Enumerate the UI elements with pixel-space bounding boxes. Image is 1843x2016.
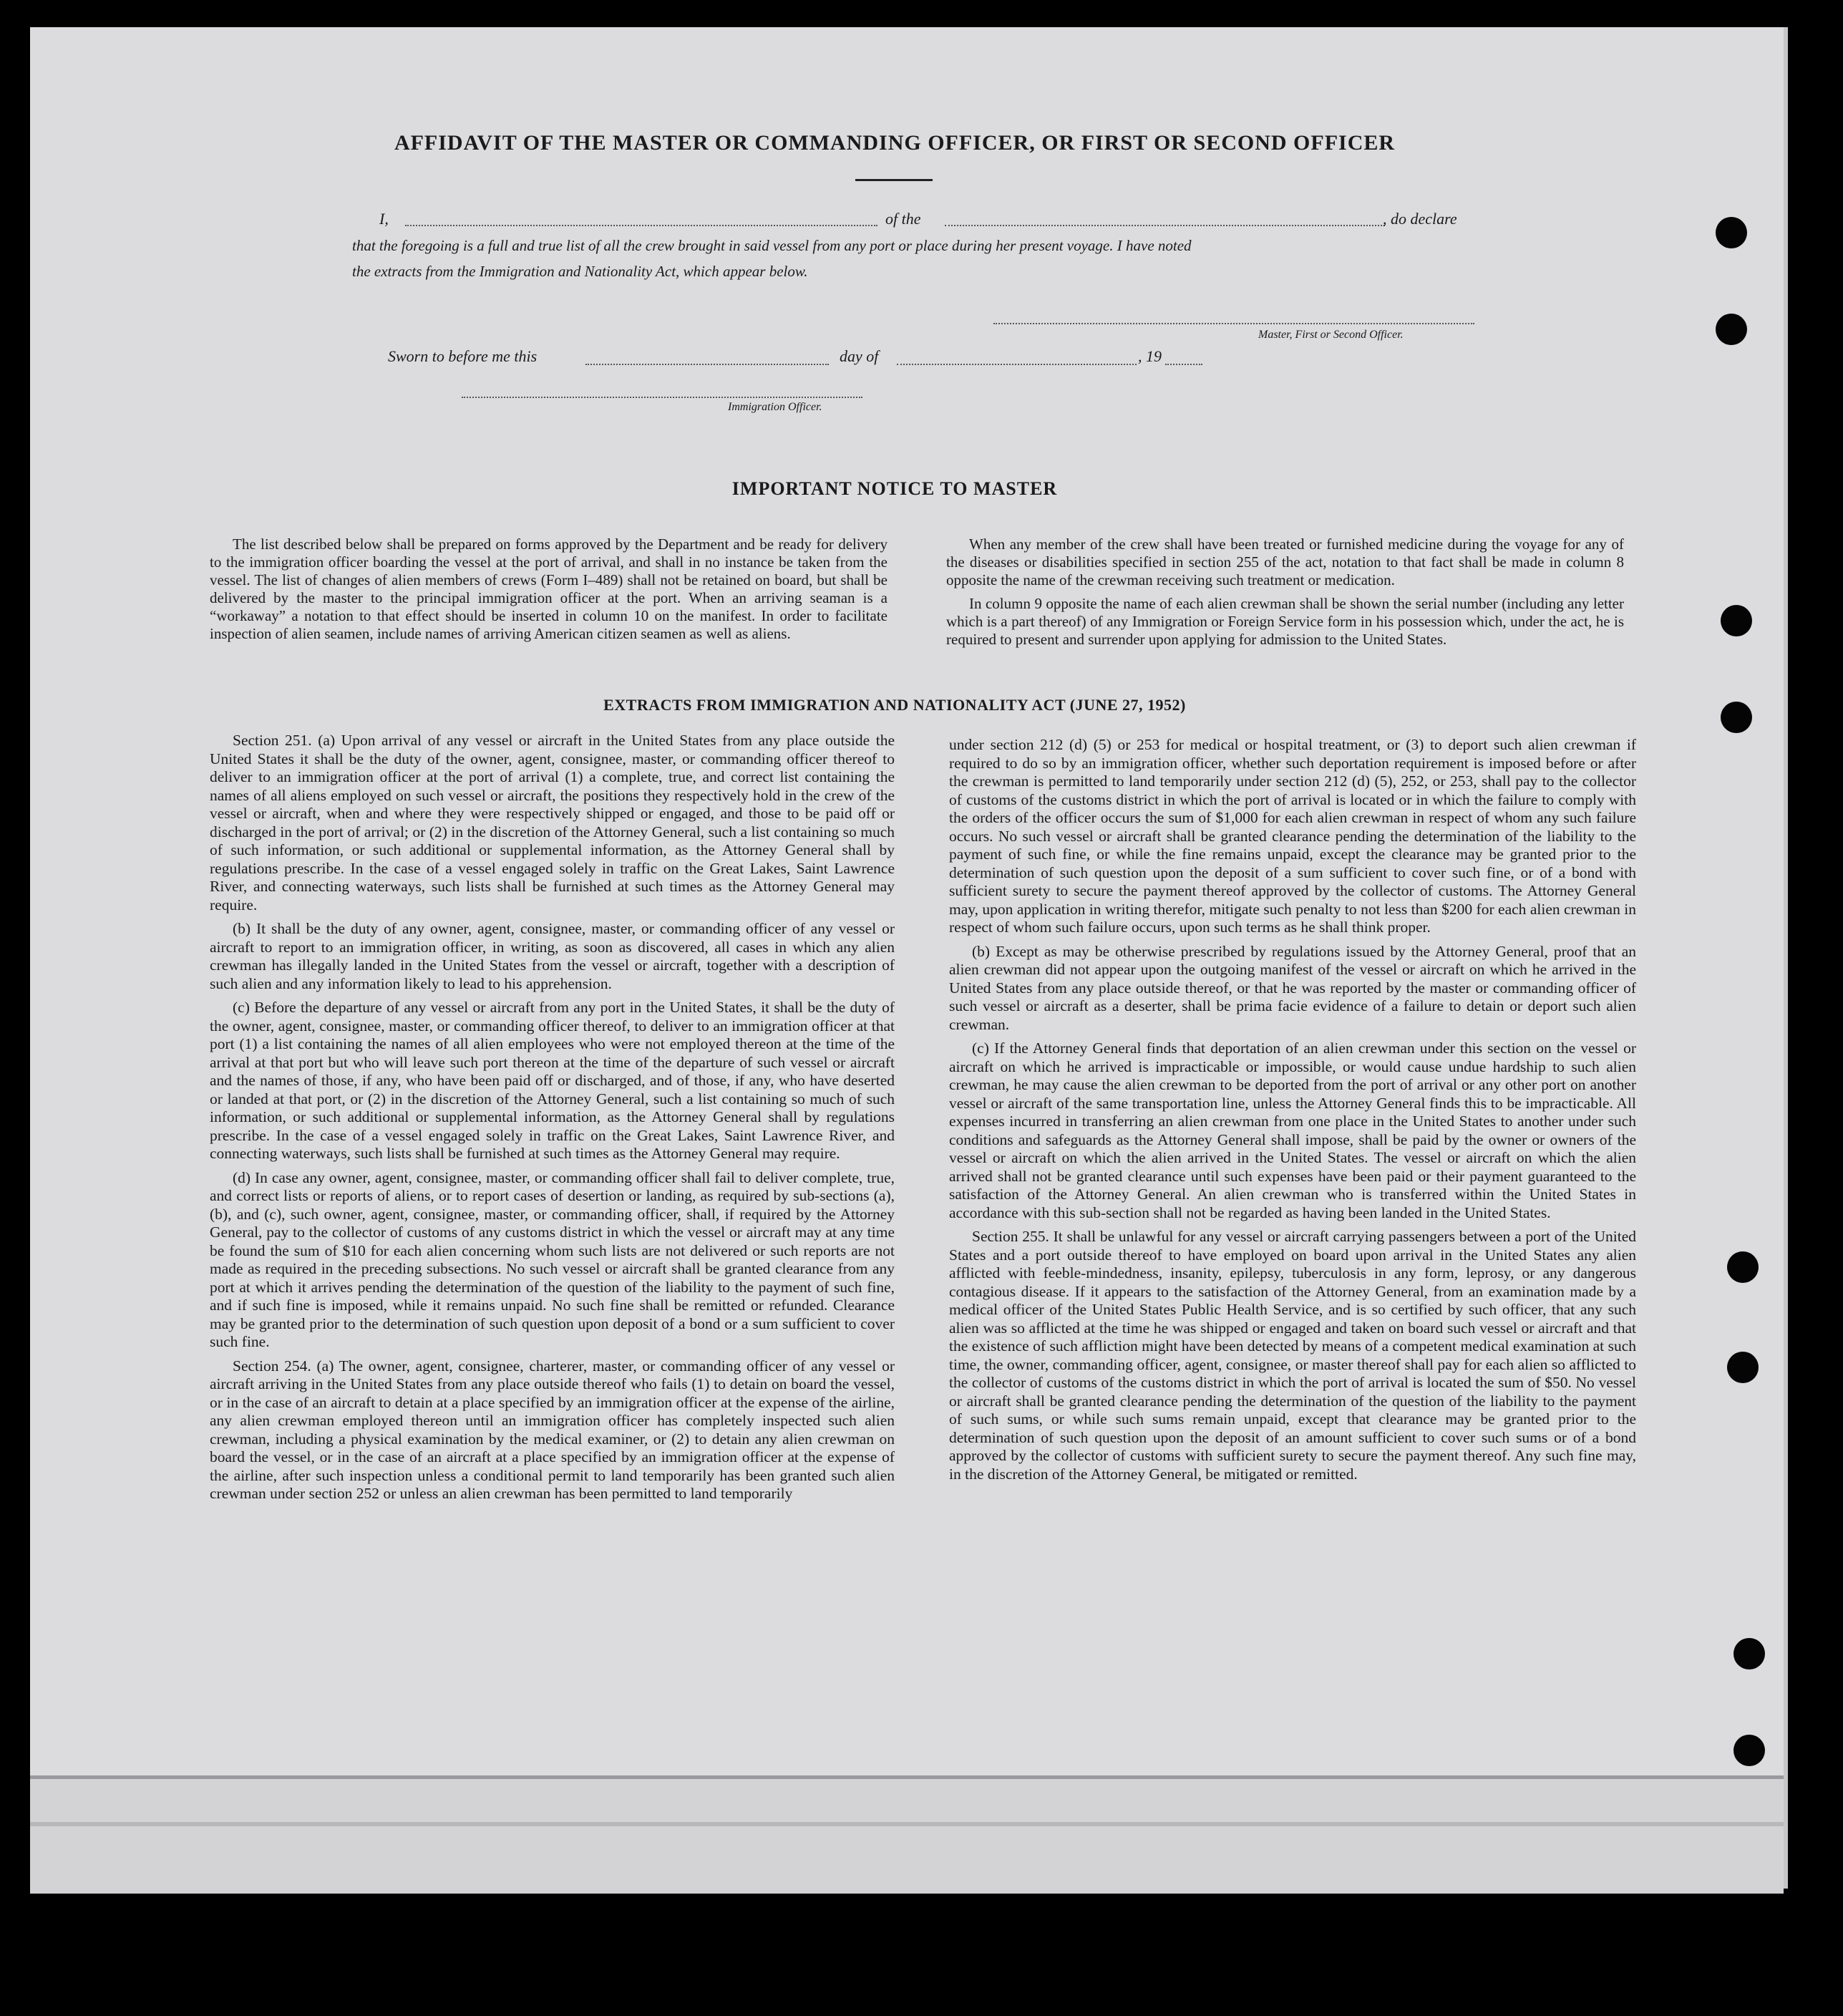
lower-strip-edge — [30, 1822, 1784, 1826]
notice-paragraph: In column 9 opposite the name of each alien crewman shall be shown the serial number (including any letter which is a part thereof) of any Immigration or Foreign Service form in his possession which, under the act, he is required to present and surrender upon applying for admission to the United States. — [946, 595, 1624, 648]
extracts-left-column — [210, 732, 895, 1509]
master-signature-caption: Master, First or Second Officer. — [1258, 329, 1404, 341]
extracts-title: EXTRACTS FROM IMMIGRATION AND NATIONALITY ACT (JUNE 27, 1952) — [603, 696, 1186, 714]
punch-hole-6 — [1727, 1352, 1759, 1383]
act-section-paragraph: (b) Except as may be otherwise prescribed by regulations issued by the Attorney General, proof that an alien crewman did not appear upon the outgoing manifest of the vessel or aircraft on which he arrived in the United States from any place outside thereof, or that he was reported by the master or commanding officer of such vessel or aircraft as a deserter, shall be prima facie evidence of a failure to detain or deport such alien crewman. — [949, 942, 1636, 1033]
affidavit-of-the: of the — [885, 210, 921, 228]
sworn-label: Sworn to before me this — [388, 347, 538, 365]
master-signature-line[interactable] — [993, 323, 1474, 324]
vessel-blank-line[interactable] — [945, 225, 1385, 226]
act-section-paragraph: under section 212 (d) (5) or 253 for medical or hospital treatment, or (3) to deport such alien crewman if required to do so by an immigration officer, whether such deportation requirement is imposed before or after the crewman is permitted to land temporarily under section 212 (d) (5), 252, or 253, shall pay to the collector of customs of the customs district in which the port of arrival is located or in which the failure to comply with the orders of the officer occurs the sum of $1,000 for each alien crewman in respect of whom any such failure occurs. No such vessel or aircraft shall be granted clearance pending the determination of the liability to the payment of such fine, or while the fine remains unpaid, except the clearance may be granted prior to the determination of such question upon the deposit of a sum sufficient to cover such fine, or of a bond with sufficient surety to secure the payment thereof approved by the collector of customs. The Attorney General may, upon application in writing therefor, mitigate such penalty to not less than $200 for each alien crewman in respect of whom such failure occurs, upon such terms as he shall think proper. — [949, 736, 1636, 936]
affidavit-line-2: that the foregoing is a full and true list of all the crew brought in said vessel from any port or place during her present voyage. I have noted — [352, 237, 1192, 254]
act-section-paragraph: (b) It shall be the duty of any owner, agent, consignee, master, or commanding officer of any vessel or aircraft to report to an immigration officer, in writing, as soon as discovered, all cases in which any alien crewman has illegally landed in the United States from the vessel or aircraft, together with a description of such alien and any information likely to lead to his apprehension. — [210, 920, 895, 992]
act-section-paragraph: Section 251. (a) Upon arrival of any vessel or aircraft in the United States from any place outside the United States it shall be the duty of the owner, agent, consignee, master, or commanding officer thereof to deliver to an immigration officer at the port of arrival (1) a complete, true, and correct list containing the names of all aliens employed on such vessel or aircraft, the positions they respectively hold in the crew of the vessel or aircraft, when and where they were respectively shipped or engaged, and those to be paid off or discharged in the port of arrival; or (2) in the discretion of the Attorney General, such a list containing so much of such information, or such additional or supplemental information, as the Attorney General shall by regulations prescribe. In the case of a vessel engaged solely in traffic on the Great Lakes, Saint Lawrence River, and connecting waterways, such lists shall be furnished at such times as the Attorney General may require. — [210, 732, 895, 914]
punch-hole-1 — [1716, 217, 1747, 248]
name-blank-line[interactable] — [405, 225, 877, 226]
punch-hole-5 — [1727, 1251, 1759, 1283]
day-of-label: day of — [840, 347, 879, 365]
title-rule — [855, 179, 933, 181]
punch-hole-4 — [1721, 702, 1752, 733]
immigration-officer-caption: Immigration Officer. — [728, 401, 822, 413]
affidavit-i-label: I, — [379, 210, 389, 228]
act-section-paragraph: (c) If the Attorney General finds that deportation of an alien crewman under this section on the vessel or aircraft on which he arrived is impracticable or impossible, or would cause undue hardship to such alien crewman, he may cause the alien crewman to be deported from the port of arrival or any other port on another vessel or aircraft of the same transportation line, unless the Attorney General finds this to be impracticable. All expenses incurred in transferring an alien crewman from one place in the United States to another under such conditions and safeguards as the Attorney General shall impose, shall be paid by the owner or owners of the vessel or aircraft on which the alien arrived in the United States. The vessel or aircraft on which the alien arrived shall not be granted clearance until such expenses have been paid or their payment guaranteed to the satisfaction of the Attorney General. An alien crewman who is transferred within the United States in accordance with this sub-section shall not be regarded as having been landed in the United States. — [949, 1040, 1636, 1221]
notice-left-column — [210, 536, 888, 649]
notice-paragraph: When any member of the crew shall have been treated or furnished medicine during the voyage for any of the diseases or disabilities specified in section 255 of the act, notation to that fact shall be made in column 8 opposite the name of the crewman receiving such treatment or medication. — [946, 536, 1624, 588]
punch-hole-7 — [1733, 1638, 1765, 1670]
lower-strip — [30, 1775, 1784, 1894]
act-section-paragraph: (d) In case any owner, agent, consignee, master, or commanding officer shall fail to deliver complete, true, and correct lists or reports of aliens, or to report cases of desertion or landing, as required by sub-sections (a), (b), and (c), such owner, agent, consignee, master, or commanding officer, shall, if required by the Attorney General, pay to the collector of customs of any customs district in which the vessel or aircraft may at any time be found the sum of $10 for each alien concerning whom such lists are not delivered or such reports are not made as required in the preceding subsections. No such vessel or aircraft shall be granted clearance from any port at which it arrives pending the determination of the question of the liability to the payment of such fine, and if such fine is imposed, while it remains unpaid. No such fine shall be remitted or refunded. Clearance may be granted prior to the determination of such question upon deposit of a bond or a sum sufficient to cover such fine. — [210, 1168, 895, 1350]
punch-hole-2 — [1716, 314, 1747, 345]
sworn-month-line[interactable] — [897, 364, 1137, 365]
punch-hole-8 — [1733, 1735, 1765, 1766]
act-section-paragraph: Section 255. It shall be unlawful for any vessel or aircraft carrying passengers between a port of the United States and a port outside thereof to have employed on board upon arrival in the United States any alien afflicted with feeble-mindedness, insanity, epilepsy, tuberculosis in any form, leprosy, or any dangerous contagious disease. If it appears to the satisfaction of the Attorney General, from an examination made by a medical officer of the United States Public Health Service, and is so certified by such officer, that any such alien was so afflicted at the time he was shipped or engaged and taken on board such vessel or aircraft and that the existence of such affliction might have been detected by means of a competent medical examination at such time, the owner, commanding officer, agent, consignee, or master thereof shall pay for each alien so afflicted to the collector of customs of the customs district in which the port of arrival is located the sum of $50. No vessel or aircraft shall be granted clearance pending the determination of the question of the liability to the payment of such sums, or while such sums remain unpaid, except that clearance may be granted prior to the determination of such question upon the deposit of an amount sufficient to cover such sums or of a bond approved by the collector of customs with sufficient surety to secure the payment thereof. Any such fine may, in the discretion of the Attorney General, be mitigated or remitted. — [949, 1228, 1636, 1483]
affidavit-do-declare: , do declare — [1383, 210, 1457, 228]
punch-hole-3 — [1721, 605, 1752, 636]
act-section-paragraph: Section 254. (a) The owner, agent, consignee, charterer, master, or commanding officer of any vessel or aircraft arriving in the United States from any place outside thereof who fails (1) to detain on board the vessel, or in the case of an aircraft to detain at a place specified by an immigration officer at the expense of the airline, any alien crewman employed thereon until an immigration officer has completely inspected such alien crewman, including a physical examination by the medical examiner, or (2) to detain any alien crewman on board the vessel, or in the case of an aircraft at a place specified by an immigration officer at the expense of the airline, after such inspection unless a conditional permit to land temporarily has been granted such alien crewman under section 252 or unless an alien crewman has been permitted to land temporarily — [210, 1357, 895, 1502]
sworn-year-line[interactable] — [1165, 364, 1202, 365]
notice-title: IMPORTANT NOTICE TO MASTER — [731, 478, 1058, 499]
affidavit-title: AFFIDAVIT OF THE MASTER OR COMMANDING OFFICER, OR FIRST OR SECOND OFFICER — [394, 131, 1396, 155]
affidavit-line-3: the extracts from the Immigration and Nationality Act, which appear below. — [352, 263, 808, 280]
immigration-officer-line[interactable] — [462, 397, 862, 398]
year-label: , 19 — [1138, 347, 1162, 365]
extracts-right-column — [949, 736, 1636, 1489]
notice-paragraph: The list described below shall be prepared on forms approved by the Department and be ready for delivery to the immigration officer boarding the vessel at the port of arrival, and shall in no instance be taken from the vessel. The list of changes of alien members of crews (Form I–489) shall not be retained on board, but shall be delivered by the master to the principal immigration officer at the port. When an arriving seaman is a “workaway” a notation to that effect should be inserted in column 10 on the manifest. In order to facilitate inspection of alien seamen, include names of arriving American citizen seamen as well as aliens. — [210, 536, 888, 642]
notice-right-column — [946, 536, 1624, 654]
act-section-paragraph: (c) Before the departure of any vessel or aircraft from any port in the United States, it shall be the duty of the owner, agent, consignee, master, or commanding officer thereof, to deliver to an immigration officer at that port (1) a list containing the names of all alien employees who were not employed thereon at the time of the arrival at that port but who will leave such port thereon at the time of the departure of such vessel or aircraft and the names of those, if any, who have been paid off or discharged, and of those, if any, who have deserted or landed at that port, or (2) in the discretion of the Attorney General, such a list containing so much of such information, or such additional or supplemental information, as the Attorney General shall by regulations prescribe. In the case of a vessel engaged solely in traffic on the Great Lakes, Saint Lawrence River, and connecting waterways, such lists shall be furnished at such times as the Attorney General may require. — [210, 999, 895, 1162]
sworn-day-line[interactable] — [585, 364, 829, 365]
